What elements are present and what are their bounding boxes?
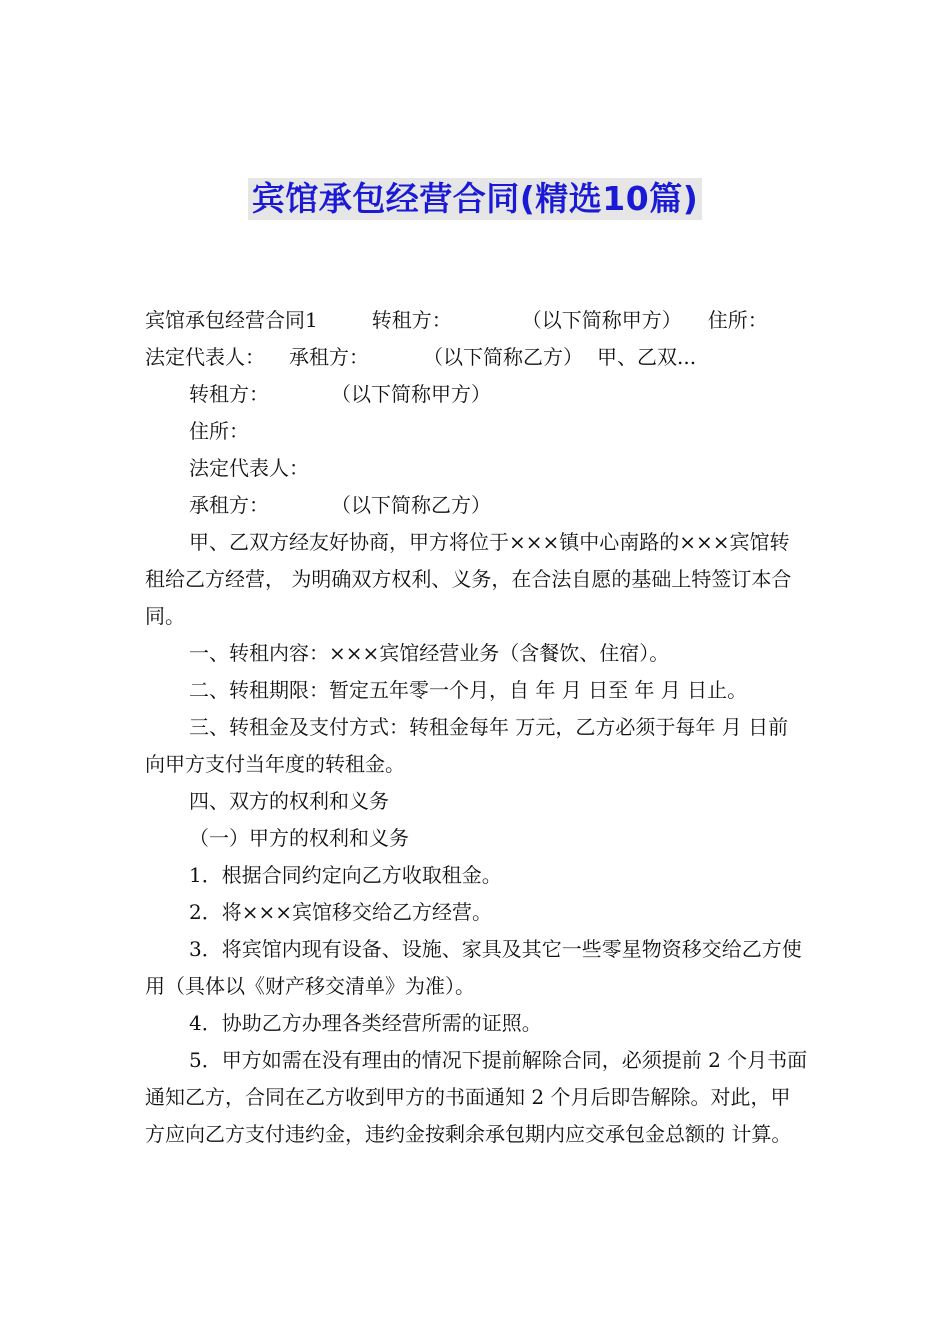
clause-4-heading: 四、双方的权利和义务: [189, 789, 389, 813]
clause-2: 二、转租期限：暂定五年零一个月，自 年 月 日至 年 月 日止。: [189, 678, 748, 702]
representative-line: 法定代表人：: [189, 456, 309, 480]
address-line: 住所：: [189, 419, 249, 443]
summary-lessee-label: 承租方：: [289, 345, 369, 369]
lessor-line: [145, 376, 808, 413]
item-5: 5．甲方如需在没有理由的情况下提前解除合同，必须提前 2 个月书面通知乙方，合同在乙方收到甲方的书面通知 2 个月后即告解除。对此，甲方应向乙方支付违约金，违约金按剩余承包期内应交承包金总额的 计算。: [145, 1048, 808, 1146]
summary-address-label: 住所：: [707, 308, 768, 332]
item-1: 1．根据合同约定向乙方收取租金。: [189, 863, 502, 887]
item-4: 4．协助乙方办理各类经营所需的证照。: [189, 1011, 542, 1035]
summary-lessor-label: 转租方：: [371, 308, 452, 332]
document-body: [145, 302, 808, 1153]
summary-line-2: [145, 339, 808, 376]
clause-1: 一、转租内容：×××宾馆经营业务（含餐饮、住宿）。: [189, 641, 670, 665]
lessee-line: [145, 487, 808, 524]
item-3: 3．将宾馆内现有设备、设施、家具及其它一些零星物资移交给乙方使用（具体以《财产移交清单》为准）。: [145, 937, 802, 998]
item-2: 2．将×××宾馆移交给乙方经营。: [189, 900, 492, 924]
paragraph-intro: 甲、乙双方经友好协商，甲方将位于×××镇中心南路的×××宾馆转租给乙方经营， 为明确双方权利、义务，在合法自愿的基础上特签订本合同。: [145, 530, 792, 628]
summary-representative-label: 法定代表人：: [145, 345, 265, 369]
summary-lessor-alias: （以下简称甲方）: [521, 308, 682, 332]
clause-3: 三、转租金及支付方式：转租金每年 万元，乙方必须于每年 月 日前向甲方支付当年度的转租金。: [145, 715, 789, 776]
summary-line-1: [145, 302, 808, 339]
document-title: 宾馆承包经营合同(精选10篇): [248, 178, 703, 220]
lessor-label: 转租方：: [189, 382, 269, 406]
summary-lessee-alias: （以下简称乙方）: [423, 345, 583, 369]
summary-truncated-text: 甲、乙双...: [597, 345, 697, 369]
lessor-alias: （以下简称甲方）: [331, 382, 491, 406]
lessee-label: 承租方：: [189, 493, 269, 517]
lessee-alias: （以下简称乙方）: [331, 493, 491, 517]
subsection-heading: （一）甲方的权利和义务: [189, 826, 409, 850]
title-container: [0, 178, 950, 220]
summary-contract-name: 宾馆承包经营合同1: [145, 308, 318, 332]
